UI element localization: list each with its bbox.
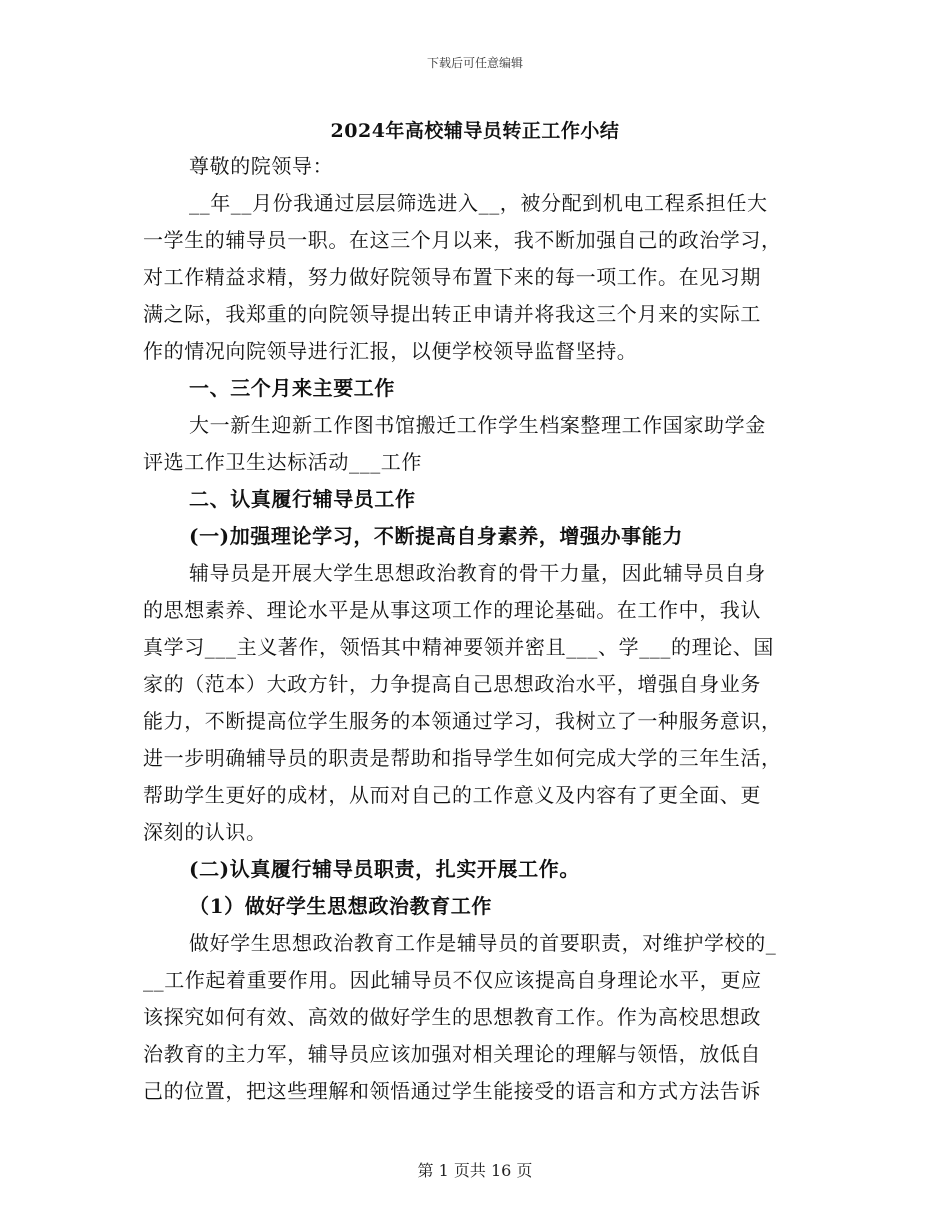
body-line: 帮助学生更好的成材，从而对自己的工作意义及内容有了更全面、更 xyxy=(143,783,761,807)
body-line: 对工作精益求精，努力做好院领导布置下来的每一项工作。在见习期 xyxy=(143,265,761,289)
body-line: __工作起着重要作用。因此辅导员不仅应该提高自身理论水平，更应 xyxy=(143,968,762,992)
body-line: 尊敬的院领导： xyxy=(189,154,334,178)
body-line: 己的位置，把这些理解和领悟通过学生能接受的语言和方式方法告诉 xyxy=(143,1079,761,1103)
document-title: 2024年高校辅导员转正工作小结 xyxy=(330,120,620,142)
body-line: 做好学生思想政治教育工作是辅导员的首要职责，对维护学校的_ xyxy=(189,931,777,955)
body-line: 真学习___主义著作，领悟其中精神要领并密且___、学___的理论、国 xyxy=(143,635,774,659)
page-footer: 第 1 页共 16 页 xyxy=(417,1161,533,1180)
body-line: 评选工作卫生达标活动___工作 xyxy=(143,450,422,474)
body-line: 一学生的辅导员一职。在这三个月以来，我不断加强自己的政治学习， xyxy=(143,228,782,252)
body-line: 作的情况向院领导进行汇报，以便学校领导监督坚持。 xyxy=(143,339,638,363)
page-header: 下载后可任意编辑 xyxy=(426,56,523,70)
body-line: 的思想素养、理论水平是从事这项工作的理论基础。在工作中，我认 xyxy=(143,598,761,622)
body-line: 该探究如何有效、高效的做好学生的思想教育工作。作为高校思想政 xyxy=(143,1005,761,1029)
body-line: 辅导员是开展大学生思想政治教育的骨干力量，因此辅导员自身 xyxy=(189,561,766,585)
body-line: 治教育的主力军，辅导员应该加强对相关理论的理解与领悟，放低自 xyxy=(143,1042,761,1066)
document-body xyxy=(143,148,807,1110)
body-line: 家的（范本）大政方针，力争提高自己思想政治水平，增强自身业务 xyxy=(143,672,761,696)
body-line: 大一新生迎新工作图书馆搬迁工作学生档案整理工作国家助学金 xyxy=(189,413,766,437)
section-heading: 一、三个月来主要工作 xyxy=(189,376,395,400)
section-heading: (二)认真履行辅导员职责，扎实开展工作。 xyxy=(189,857,580,881)
body-line: __年__月份我通过层层筛选进入__，被分配到机电工程系担任大 xyxy=(189,191,768,215)
section-heading: 二、认真履行辅导员工作 xyxy=(189,487,416,511)
body-line: 进一步明确辅导员的职责是帮助和指导学生如何完成大学的三年生活， xyxy=(143,746,782,770)
section-heading: (一)加强理论学习，不断提高自身素养，增强办事能力 xyxy=(189,524,683,548)
body-line: 满之际，我郑重的向院领导提出转正申请并将我这三个月来的实际工 xyxy=(143,302,761,326)
section-heading: （1）做好学生思想政治教育工作 xyxy=(189,894,492,918)
body-line: 能力，不断提高位学生服务的本领通过学习，我树立了一种服务意识， xyxy=(143,709,782,733)
body-line: 深刻的认识。 xyxy=(143,820,267,844)
